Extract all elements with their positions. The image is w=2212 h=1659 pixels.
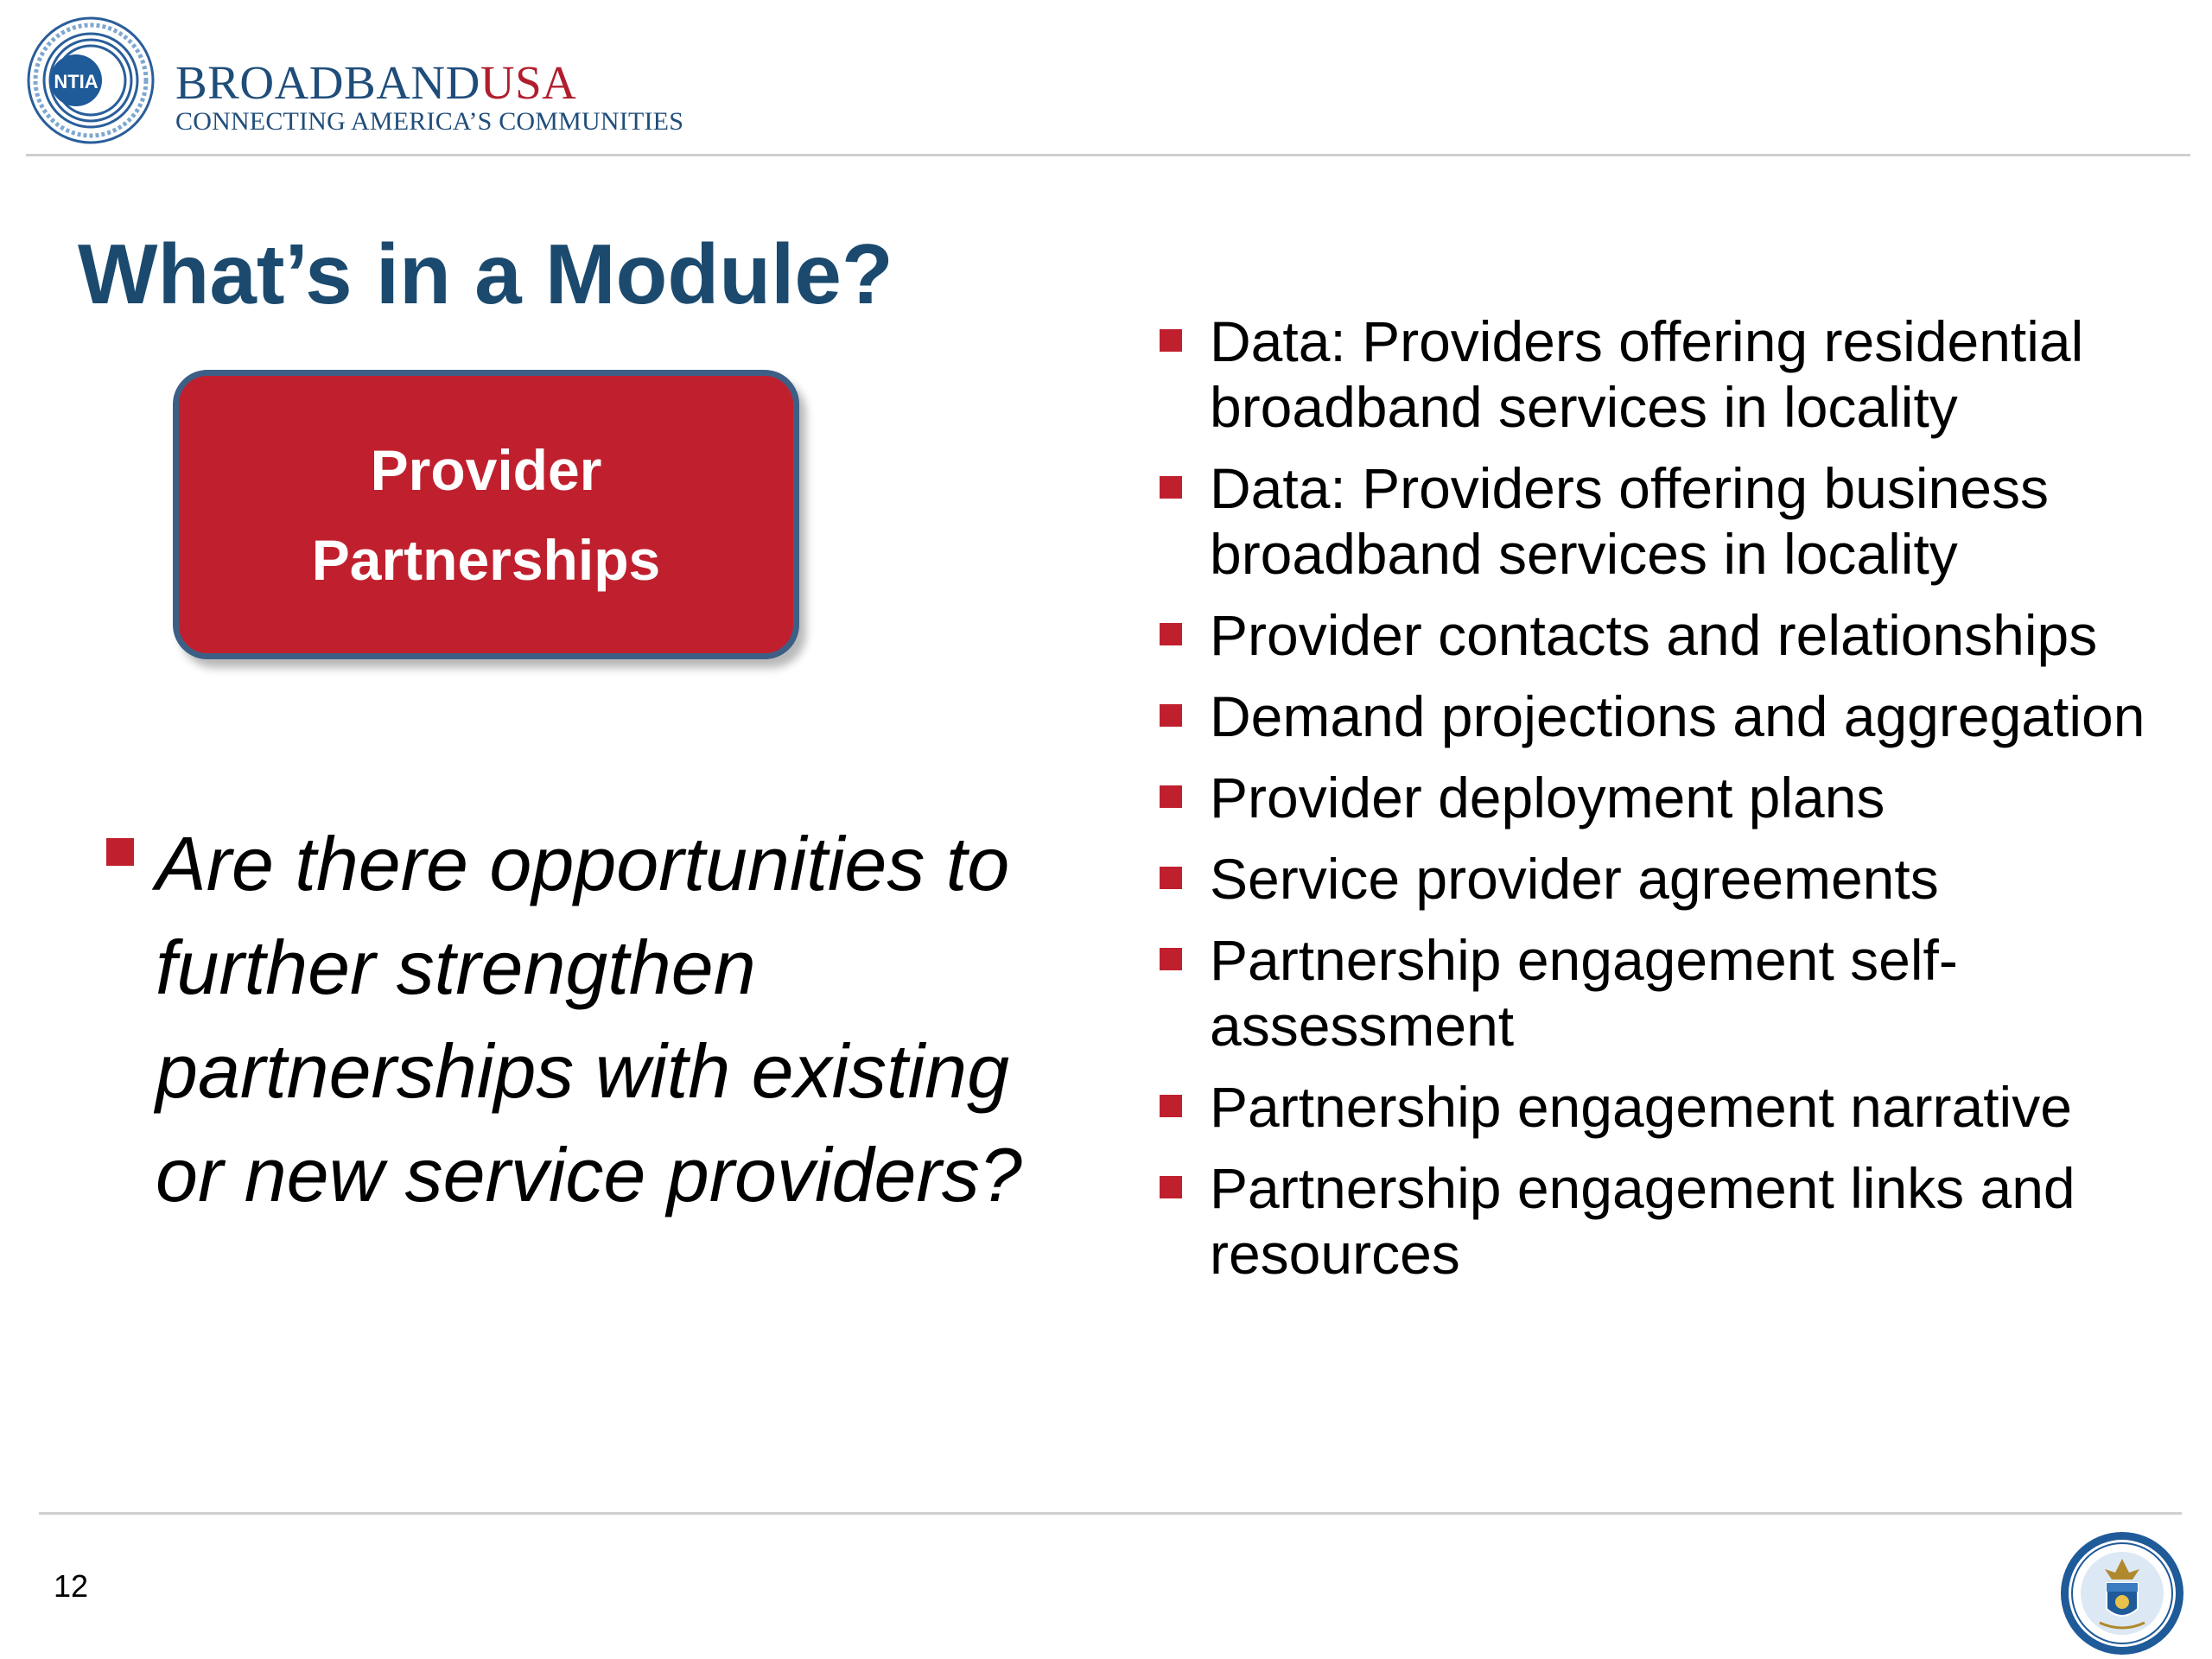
list-item-text: Provider deployment plans [1210,766,1885,830]
brand-title-broadband: BROADBAND [175,56,480,109]
list-item-text: Provider contacts and relationships [1210,603,2098,667]
bullet-square-icon [1160,623,1182,645]
brand-title-usa: USA [480,56,577,109]
bullet-square-icon [1160,476,1182,499]
module-box [173,370,799,659]
list-item [1156,765,2167,830]
brand-title [175,57,576,109]
bullet-square-icon [1160,948,1182,970]
bullet-square-icon [106,838,134,866]
list-item [1156,1074,2167,1140]
module-title-line-2: Partnerships [311,527,661,592]
bullet-square-icon [1160,867,1182,889]
list-item [1156,308,2167,440]
list-item-text: Partnership engagement links and resources [1210,1156,2075,1286]
bullet-square-icon [1160,329,1182,352]
header-divider [26,154,2190,156]
bullet-square-icon [1160,1176,1182,1198]
list-item [1156,602,2167,668]
page-number: 12 [54,1568,89,1604]
list-item-text: Data: Providers offering residential broadband services in locality [1210,309,2084,439]
bullet-square-icon [1160,785,1182,808]
list-item [1156,1155,2167,1287]
ntia-logo-icon [26,16,156,145]
guiding-question [104,812,1037,1227]
module-title-line-1: Provider [370,437,602,502]
bullet-square-icon [1160,1095,1182,1117]
list-item [1156,927,2167,1058]
list-item-text: Data: Providers offering business broadband services in locality [1210,456,2049,586]
list-item-text: Partnership engagement narrative [1210,1075,2072,1139]
brand-subtitle: CONNECTING AMERICA’S COMMUNITIES [175,107,684,136]
page-title: What’s in a Module? [78,226,893,321]
commerce-seal-icon [2058,1529,2186,1657]
footer-divider [39,1512,2182,1515]
list-item-text: Partnership engagement self-assessment [1210,928,1958,1058]
list-item [1156,846,2167,912]
list-item [1156,455,2167,587]
question-text: Are there opportunities to further strengthen partnerships with existing or new service providers? [156,821,1022,1217]
module-contents-list [1156,308,2167,1302]
ntia-logo-text: NTIA [54,71,99,92]
list-item-text: Service provider agreements [1210,847,1939,911]
list-item-text: Demand projections and aggregation [1210,684,2145,748]
list-item [1156,683,2167,749]
bullet-square-icon [1160,704,1182,727]
